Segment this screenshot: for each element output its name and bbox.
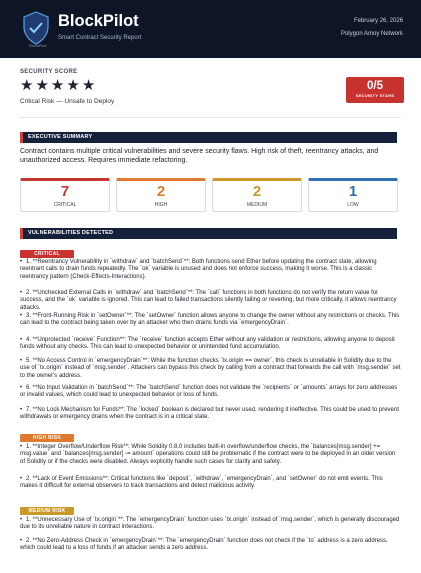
vulnerabilities-heading: VULNERABILITIES DETECTED [28, 230, 114, 236]
star-icon: ★ [81, 77, 96, 94]
stat-card-critical [20, 178, 110, 212]
executive-summary-text: Contract contains multiple critical vulnerabilities and severe security flaws. High risk of theft, reentrancy attacks, and unauthorized access. Requires immediate refactoring. [20, 148, 379, 164]
finding-item: • 4. **Unprotected `receive` Function**: The `receive` function accepts Ether without any validation or restrictions, allowing anyone to deposit funds without any checks. This can lead to unexpected behavior or unintended fund accumulation. [20, 337, 395, 351]
finding-item: • 2. **Lack of Event Emissions**: Critical functions like `deposit`, `withdraw`, `emergencyDrain`, and `setOwner` do not emit events. This makes it difficult for external observers to track transactions and detect malicious activity. [20, 476, 383, 490]
star-icon: ★ [50, 77, 65, 94]
high-risk-label: HIGH RISK [20, 434, 74, 442]
report-header [0, 0, 421, 58]
badge-label: SECURITY STARS [355, 93, 395, 98]
finding-item: • 2. **No Zero-Address Check in `emergencyDrain`**: The `emergencyDrain` function does not check if the `to` address is a zero address, which could lead to a loss of funds if an attacker sends a zero address. [20, 538, 388, 552]
star-icon: ★ [35, 77, 49, 94]
shield-logo-icon [22, 11, 50, 45]
report-date: February 26, 2026 [353, 18, 403, 24]
finding-item: • 1. **Integer Overflow/Underflow Risk**: While Solidity 0.8.0 includes built-in overflow/underflow checks, the `balances[msg.sender] += msg.value` and `balances[msg.sender] -= amount` operations could still be problematic if the contract were to be deployed in an older version of Solidity or if the checks were disabled. Always explicitly handle such cases for clarity and safety. [20, 444, 396, 465]
stat-card-medium [212, 178, 302, 212]
star-icon: ★ [66, 77, 80, 94]
finding-item: • 6. **No Input Validation in `batchSend`**: The `batchSend` function does not validate the `recipients` or `amounts` arrays for zero addresses or invalid values, which could lead to unexpected behavior or loss of funds. [20, 385, 398, 399]
finding-item: • 1. **Reentrancy Vulnerability in `withdraw` and `batchSend`**: Both functions send Ether before updating the contract state, allowing reentrant calls to drain funds repeatedly. The `ok` variable is unused and does not enforce success, making it worse. This is a classic reentrancy pattern (Check-Effects-Interactions). [20, 259, 377, 280]
stat-count: 7 [60, 183, 70, 200]
finding-item: • 2. **Unchecked External Calls in `withdraw` and `batchSend`**: The `call` functions in both functions do not verify the return value for success, and the `ok` variable is ignored. This can lead to failed transactions silently failing or reverting, but more critically, it allows reentrancy attacks. [20, 290, 397, 311]
badge-value: 0/5 [367, 80, 383, 92]
stat-count: 2 [156, 183, 166, 200]
finding-item: • 5. **No Access Control in `emergencyDrain`**: While the function checks `tx.origin == owner`, this check is unreliable in Solidity due to the use of `tx.origin` instead of `msg.sender`. Attackers can bypass this check by calling from a contract that forwards the call with `msg.sender` set to the owner's address. [20, 358, 401, 379]
stat-count: 1 [348, 183, 358, 200]
finding-item: • 1. **Unnecessary Use of `tx.origin`**: The `emergencyDrain` function uses `tx.origin` instead of `msg.sender`, which is generally discouraged due to its unreliable nature in contract interactions. [20, 517, 400, 531]
severity-stats [20, 178, 398, 212]
stat-card-high [116, 178, 206, 212]
risk-caption: Critical Risk — Unsafe to Deploy [20, 98, 115, 105]
report-subtitle: Smart Contract Security Report [58, 35, 142, 41]
stat-label: CRITICAL [53, 202, 77, 208]
star-rating [20, 77, 95, 94]
executive-summary-bar [20, 132, 397, 143]
vulnerabilities-bar [20, 228, 397, 239]
divider [20, 117, 401, 118]
finding-item: • 7. **No Lock Mechanism for Funds**: The `locked` boolean is declared but never used, rendering it ineffective. This could be used to prevent withdrawals or emergency drains when the contract is in a critical state. [20, 407, 399, 421]
brand-name: BlockPilot [58, 12, 139, 30]
star-icon: ★ [20, 77, 34, 94]
finding-item: • 3. **Front-Running Risk in `setOwner`**: The `setOwner` function allows anyone to change the owner without any restrictions or checks. This can lead to the contract being taken over by an attacker who then drains funds via `emergencyDrain`. [20, 313, 400, 327]
stat-count: 2 [252, 183, 262, 200]
stat-card-low [308, 178, 398, 212]
logo-caption: BlockPilot [29, 44, 47, 48]
security-score-label: SECURITY SCORE [20, 69, 78, 75]
stat-label: HIGH [154, 202, 168, 208]
executive-summary-heading: EXECUTIVE SUMMARY [28, 134, 93, 140]
medium-risk-label: MEDIUM RISK [20, 507, 74, 515]
stat-label: MEDIUM [246, 202, 268, 208]
critical-label: CRITICAL [20, 250, 74, 258]
stat-label: LOW [347, 202, 359, 208]
security-stars-badge [346, 77, 404, 103]
network-name: Polygon Amoy Network [340, 31, 403, 37]
